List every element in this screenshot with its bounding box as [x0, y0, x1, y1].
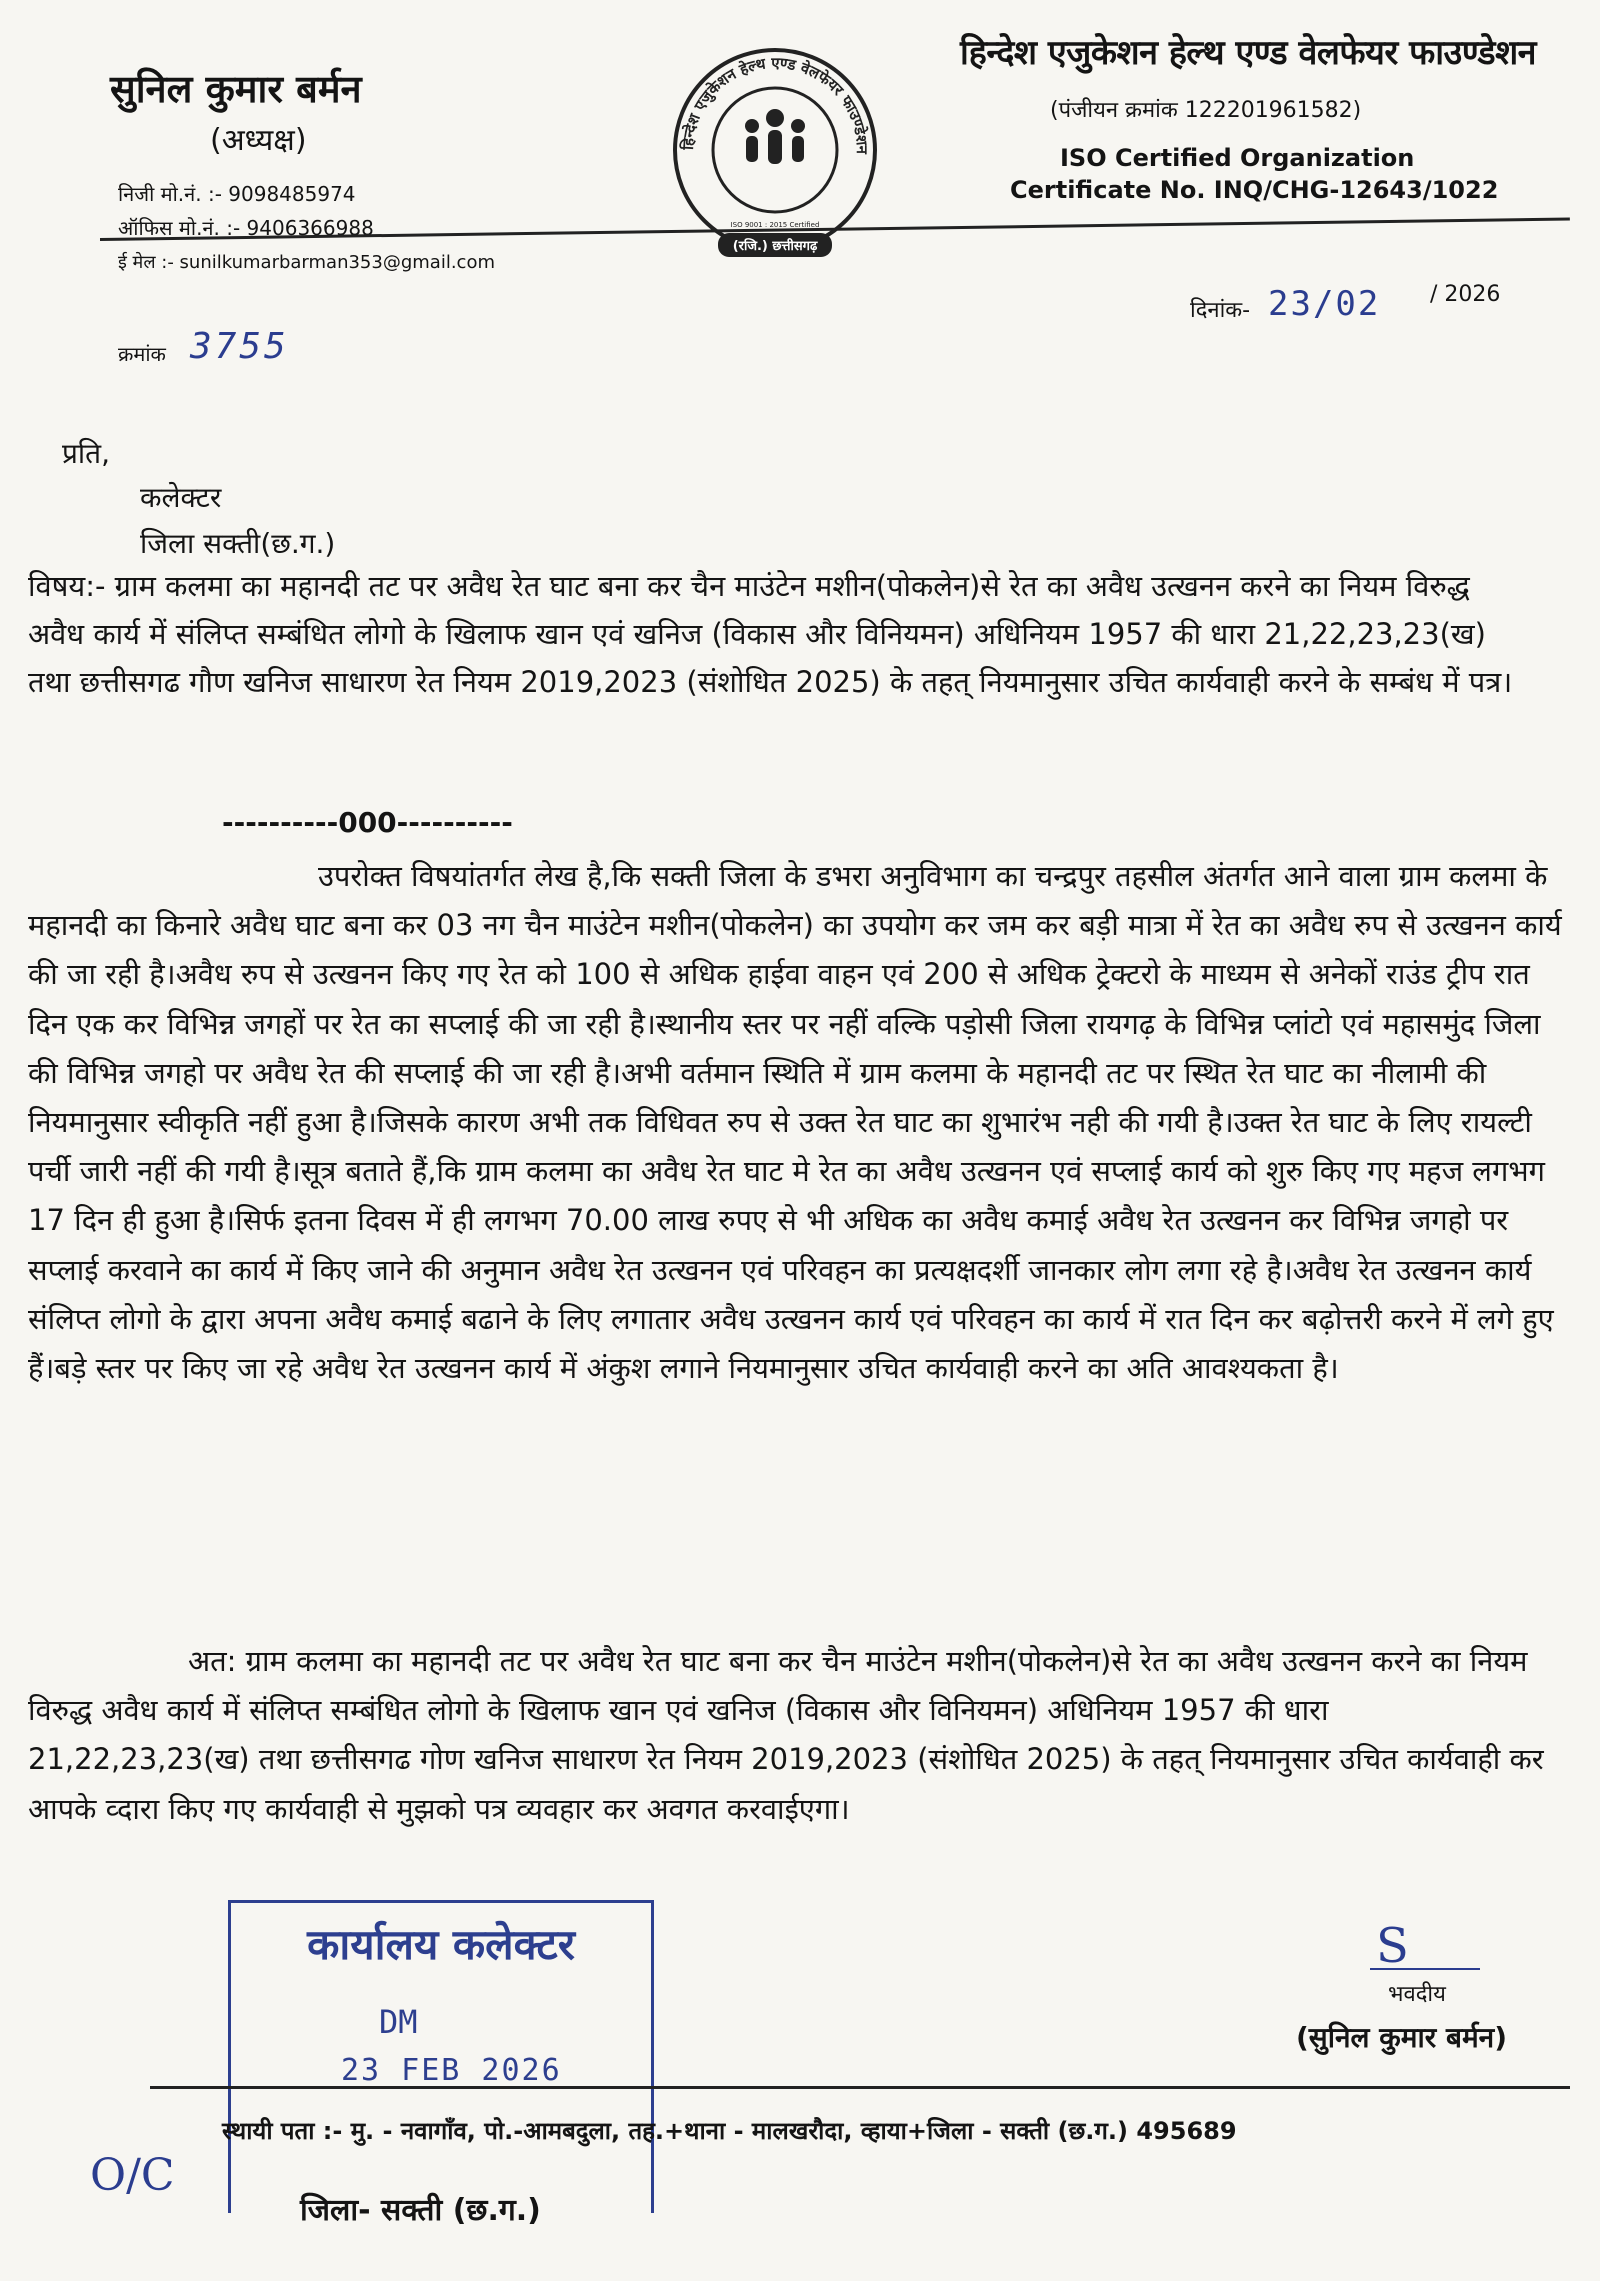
- logo-ring-text: हिन्देश एजुकेशन हेल्थ एण्ड वेलफेयर फाउण्डेशन: [678, 53, 872, 154]
- stamp-date: 23 FEB 2026: [341, 2053, 562, 2088]
- iso-line-2: Certificate No. INQ/CHG-12643/1022: [1010, 176, 1499, 204]
- signature-closing: भवदीय: [1388, 1982, 1446, 2007]
- separator: ----------000----------: [222, 806, 513, 839]
- logo-badge: (रजि.) छत्तीसगढ़: [732, 239, 818, 254]
- iso-line-1: ISO Certified Organization: [1060, 144, 1415, 172]
- permanent-address: स्थायी पता :- मु. - नवागाँव, पो.-आमबदुला, तह.+थाना - मालखरौदा, व्हाया+जिला - सक्ती (छ.ग.) 495689: [222, 2117, 1237, 2145]
- date-year: / 2026: [1430, 282, 1501, 307]
- margin-note: O/C: [90, 2150, 175, 2201]
- registration-number: (पंजीयन क्रमांक 122201961582): [1050, 98, 1362, 123]
- signature-mark: S: [1376, 1918, 1409, 1974]
- body-paragraph-2: अत: ग्राम कलमा का महानदी तट पर अवैध रेत घाट बना कर चैन माउंटेन मशीन(पोकलेन)से रेत का अवैध उत्खनन करने का नियम विरुद्ध अवैध कार्य में संलिप्त सम्बंधित लोगो के खिलाफ खान एवं खनिज (विकास और विनियमन) अधिनियम 1957 की धारा 21,22,23,23(ख) तथा छत्तीसगढ गोण खनिज साधारण रेत नियम 2019,2023 (संशोधित 2025) के तहत् नियमानुसार उचित कार्यवाही कर आपके व्दारा किए गए कार्यवाही से मुझको पत्र व्यवहार कर अवगत करवाईएगा।: [28, 1644, 1544, 1826]
- signature-name: (सुनिल कुमार बर्मन): [1296, 2021, 1508, 2054]
- org-name: हिन्देश एजुकेशन हेल्थ एण्ड वेलफेयर फाउण्डेशन: [960, 33, 1537, 73]
- email: ई मेल :- sunilkumarbarman353@gmail.com: [118, 252, 495, 273]
- stamp-title: कार्यालय कलेक्टर: [307, 1920, 575, 1969]
- foundation-logo: [660, 40, 890, 270]
- phone-personal: निजी मो.नं. :- 9098485974: [118, 182, 356, 206]
- date-label: दिनांक-: [1190, 298, 1251, 323]
- reference-number: 3755: [190, 326, 289, 367]
- sender-role: (अध्यक्ष): [210, 123, 307, 158]
- signature-underline: [1370, 1968, 1480, 1970]
- footer-district: जिला- सक्ती (छ.ग.): [300, 2193, 541, 2228]
- addressee-line-1: कलेक्टर: [140, 481, 222, 514]
- reference-label: क्रमांक: [118, 342, 166, 366]
- stamp-handwritten: DM: [379, 2003, 418, 2041]
- date-handwritten: 23/02: [1268, 284, 1381, 324]
- people-icon: [745, 109, 805, 164]
- addressee-prefix: प्रति,: [62, 437, 111, 470]
- phone-office: ऑफिस मो.नं. :- 9406366988: [118, 216, 374, 240]
- sender-name: सुनिल कुमार बर्मन: [110, 67, 362, 111]
- addressee-line-2: जिला सक्ती(छ.ग.): [140, 527, 336, 560]
- footer-divider: [150, 2086, 1570, 2089]
- logo-sub: ISO 9001 : 2015 Certified: [730, 221, 820, 229]
- receipt-stamp: [228, 1900, 654, 2213]
- body-paragraph-1: उपरोक्त विषयांतर्गत लेख है,कि सक्ती जिला के डभरा अनुविभाग का चन्द्रपुर तहसील अंतर्गत आने वाला ग्राम कलमा के महानदी का किनारे अवैध घाट बना कर 03 नग चैन माउंटेन मशीन(पोकलेन) का उपयोग कर जम कर बड़ी मात्रा में रेत का अवैध रुप से उत्खनन कार्य की जा रही है।अवैध रुप से उत्खनन किए गए रेत को 100 से अधिक हाईवा वाहन एवं 200 से अधिक ट्रेक्टरो के माध्यम से अनेकों राउंड ट्रीप रात दिन एक कर विभिन्न जगहों पर रेत का सप्लाई की जा रही है।स्थानीय स्तर पर नहीं वल्कि पड़ोसी जिला रायगढ़ के विभिन्न प्लांटो एवं महासमुंद जिला की विभिन्न जगहो पर अवैध रेत की सप्लाई की जा रही है।अभी वर्तमान स्थिति में ग्राम कलमा के महानदी तट पर स्थित रेत घाट का नीलामी की नियमानुसार स्वीकृति नहीं हुआ है।जिसके कारण अभी तक विधिवत रुप से उक्त रेत घाट का शुभारंभ नही की गयी है।उक्त रेत घाट के लिए रायल्टी पर्ची जारी नहीं की गयी है।सूत्र बताते हैं,कि ग्राम कलमा का अवैध रेत घाट मे रेत का अवैध उत्खनन एवं सप्लाई कार्य को शुरु किए गए महज लगभग 17 दिन ही हुआ है।सिर्फ इतना दिवस में ही लगभग 70.00 लाख रुपए से भी अधिक का अवैध कमाई अवैध रेत उत्खनन कर विभिन्न जगहो पर सप्लाई करवाने का कार्य में किए जाने की अनुमान अवैध रेत उत्खनन एवं परिवहन का प्रत्यक्षदर्शी जानकार लोग लगा रहे है।अवैध रेत उत्खनन कार्य संलिप्त लोगो के द्वारा अपना अवैध कमाई बढाने के लिए लगातार अवैध उत्खनन कार्य एवं परिवहन का कार्य में रात दिन कर बढ़ोत्तरी करने में लगे हुए हैं।बड़े स्तर पर किए जा रहे अवैध रेत उत्खनन कार्य में अंकुश लगाने नियमानुसार उचित कार्यवाही करने का अति आवश्यकता है।: [28, 859, 1562, 1386]
- subject: विषय:- ग्राम कलमा का महानदी तट पर अवैध रेत घाट बना कर चैन माउंटेन मशीन(पोकलेन)से रेत का अवैध उत्खनन करने का नियम विरुद्ध अवैध कार्य में संलिप्त सम्बंधित लोगो के खिलाफ खान एवं खनिज (विकास और विनियमन) अधिनियम 1957 की धारा 21,22,23,23(ख) तथा छत्तीसगढ गौण खनिज साधारण रेत नियम 2019,2023 (संशोधित 2025) के तहत् नियमानुसार उचित कार्यवाही करने के सम्बंध में पत्र।: [28, 569, 1513, 699]
